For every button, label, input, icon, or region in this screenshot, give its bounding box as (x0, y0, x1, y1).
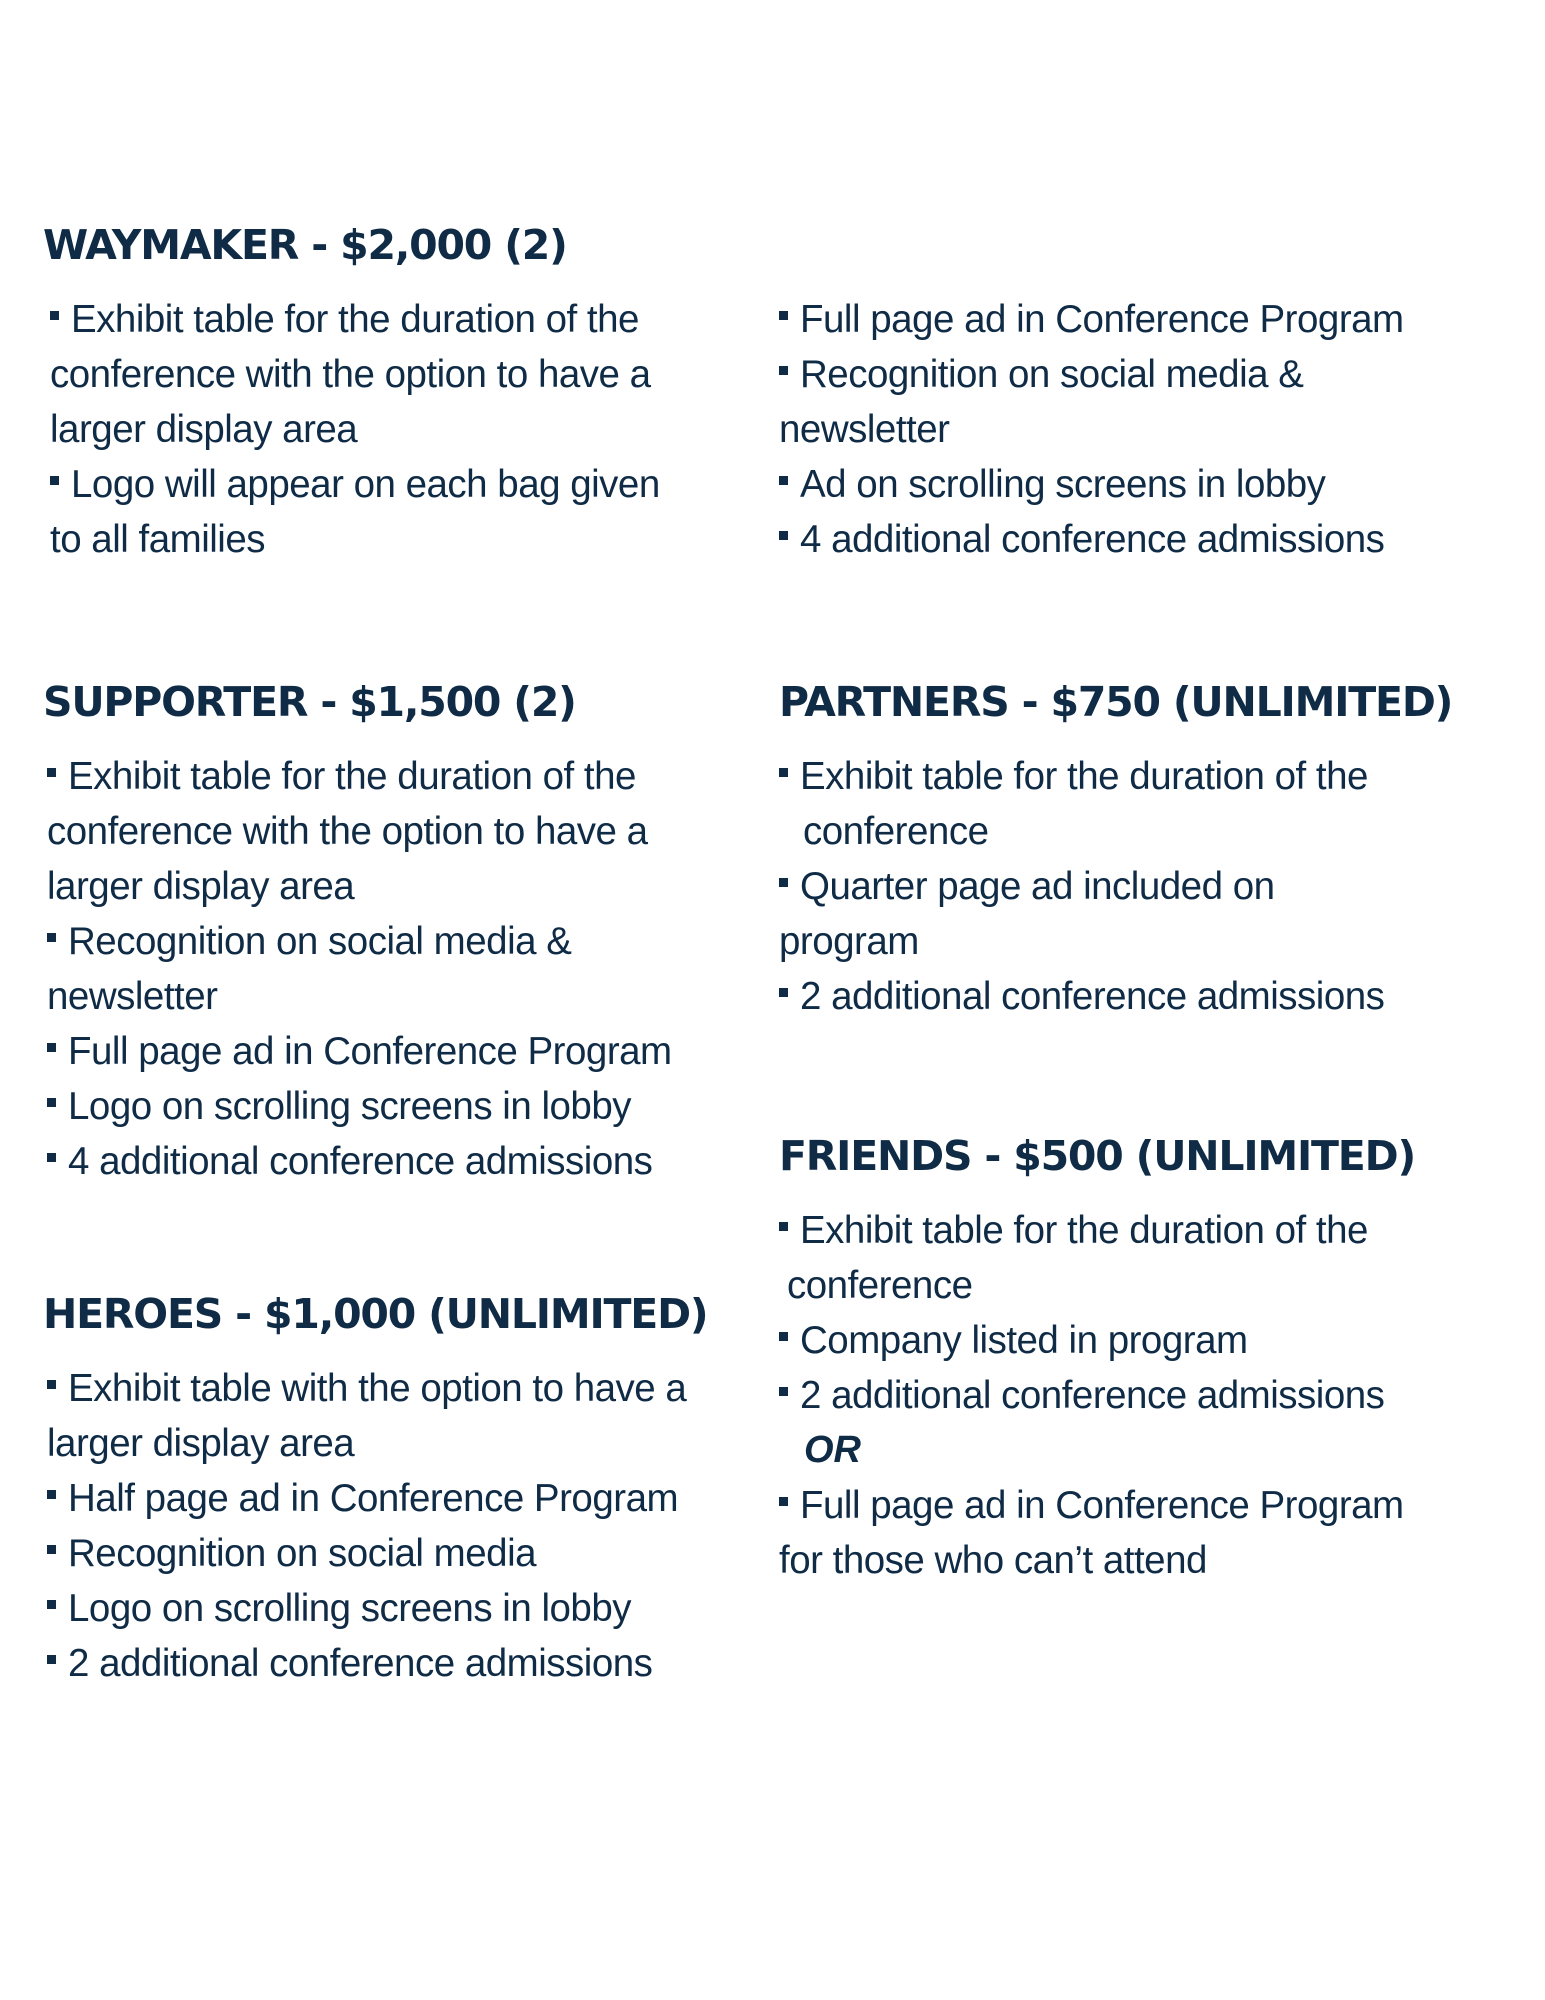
bullet-icon (779, 1332, 788, 1341)
list-item: Exhibit table for the duration of the conference with the option to have a larger display area (47, 755, 648, 908)
list-item: Full page ad in Conference Program (47, 1024, 707, 1079)
list-item: Quarter page ad included on program (779, 865, 1275, 963)
list-item: Half page ad in Conference Program (47, 1471, 717, 1526)
list-item: 4 additional conference admissions (779, 512, 1459, 567)
bullet-icon (47, 1380, 56, 1389)
tier-partners-list (779, 749, 1459, 1024)
list-item: Company listed in program (779, 1313, 1459, 1368)
tier-supporter (43, 677, 743, 1189)
list-item: Logo on scrolling screens in lobby (47, 1581, 717, 1636)
bullet-icon (47, 1600, 56, 1609)
tier-heroes (43, 1289, 743, 1691)
tier-heroes-title: HEROES - $1,000 (UNLIMITED) (43, 1290, 708, 1338)
list-item: 2 additional conference admissions (779, 1368, 1459, 1423)
list-item: 2 additional conference admissions (779, 969, 1459, 1024)
bullet-icon (779, 988, 788, 997)
list-item: Full page ad in Conference Program for those who can’t attend (779, 1484, 1404, 1582)
list-item: Recognition on social media & newsletter (47, 920, 572, 1018)
list-item: Recognition on social media (47, 1526, 717, 1581)
tier-waymaker-title: WAYMAKER - $2,000 (2) (43, 221, 567, 269)
bullet-icon (47, 1098, 56, 1107)
list-item: 4 additional conference admissions (47, 1134, 707, 1189)
tier-heroes-list (43, 1361, 717, 1691)
bullet-icon (779, 531, 788, 540)
list-item: Exhibit table with the option to have a larger display area (47, 1367, 687, 1465)
list-item: Exhibit table for the duration of the conference (779, 749, 1459, 859)
list-item: Full page ad in Conference Program (779, 292, 1459, 347)
bullet-icon (47, 1043, 56, 1052)
bullet-icon (47, 933, 56, 942)
bullet-icon (47, 768, 56, 777)
bullet-icon (47, 1545, 56, 1554)
tier-friends-list (779, 1203, 1459, 1588)
bullet-icon (47, 1655, 56, 1664)
bullet-icon (779, 1222, 788, 1231)
tier-waymaker-list-left (50, 292, 700, 567)
tier-friends (779, 1131, 1499, 1588)
list-item: Logo will appear on each bag given to all families (50, 463, 660, 561)
list-item: Exhibit table for the duration of the conference with the option to have a larger display area (50, 298, 651, 451)
tier-supporter-title: SUPPORTER - $1,500 (2) (43, 678, 576, 726)
bullet-icon (50, 476, 59, 485)
bullet-icon (779, 476, 788, 485)
tier-waymaker (43, 220, 1463, 270)
bullet-icon (779, 1387, 788, 1396)
bullet-icon (47, 1153, 56, 1162)
tier-waymaker-list-right (779, 292, 1459, 567)
list-item: Logo on scrolling screens in lobby (47, 1079, 707, 1134)
bullet-icon (779, 311, 788, 320)
tier-partners (779, 677, 1499, 1024)
tier-partners-title: PARTNERS - $750 (UNLIMITED) (779, 678, 1453, 726)
list-item: Ad on scrolling screens in lobby (779, 457, 1459, 512)
or-label: OR (804, 1429, 861, 1471)
list-item: 2 additional conference admissions (47, 1636, 717, 1691)
bullet-icon (779, 878, 788, 887)
bullet-icon (50, 311, 59, 320)
tier-friends-title: FRIENDS - $500 (UNLIMITED) (779, 1132, 1415, 1180)
bullet-icon (47, 1490, 56, 1499)
tier-supporter-list (43, 749, 707, 1189)
list-item: Exhibit table for the duration of the conference (779, 1203, 1459, 1313)
bullet-icon (779, 366, 788, 375)
list-item: Recognition on social media & newsletter (779, 353, 1304, 451)
bullet-icon (779, 768, 788, 777)
bullet-icon (779, 1497, 788, 1506)
